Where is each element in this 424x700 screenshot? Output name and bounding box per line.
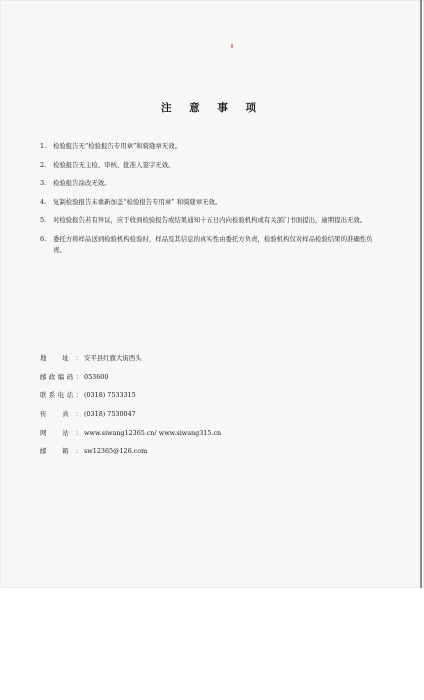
notice-list xyxy=(40,141,380,263)
contact-value: 053600 xyxy=(84,372,109,381)
contact-block xyxy=(40,353,360,465)
contact-website xyxy=(40,428,360,439)
notice-item xyxy=(40,160,380,171)
page-title: 注 意 事 项 xyxy=(161,102,263,114)
contact-email xyxy=(40,446,360,457)
contact-value: 安平县红旗大街西头 xyxy=(84,354,142,362)
notice-number: 2. xyxy=(40,160,47,169)
notice-item xyxy=(40,215,380,226)
notice-number: 4. xyxy=(40,197,47,206)
contact-label: 联系电话： xyxy=(40,391,82,400)
contact-label: 地 址： xyxy=(40,354,82,362)
contact-postcode xyxy=(40,372,360,383)
contact-label: 邮政编码： xyxy=(40,372,82,381)
contact-phone xyxy=(40,390,360,401)
notice-text: 复制检验报告未重新加盖“检验报告专用章” 和骑缝章无效。 xyxy=(53,197,222,206)
notice-item xyxy=(40,234,380,256)
notice-number: 3. xyxy=(40,179,47,187)
contact-address xyxy=(40,353,360,364)
notice-number: 6. xyxy=(40,234,47,243)
notice-item xyxy=(40,141,380,152)
notice-text: 检验报告无主检、审核、批准人签字无效。 xyxy=(53,160,175,169)
notice-item xyxy=(40,178,380,189)
notice-number: 1. xyxy=(40,142,47,150)
notice-text: 委托方将样品送到检验机构检验时，样品及其信息的真实性由委托方负责，检验机构仅对样品检验结果的准确性负责。 xyxy=(53,234,373,254)
notice-text: 检验报告涂改无效。 xyxy=(53,179,111,187)
contact-value: (0318) 7533315 xyxy=(84,391,136,400)
contact-label: 邮 箱： xyxy=(40,447,82,456)
contact-fax xyxy=(40,409,360,420)
notice-item xyxy=(40,197,380,208)
contact-value: www.siwang12365.cn/ www.siwang315.cn xyxy=(84,428,222,437)
contact-value: (0318) 7530047 xyxy=(84,410,136,419)
scan-edge xyxy=(420,0,422,588)
notice-number: 5. xyxy=(40,216,47,224)
contact-label: 网 站： xyxy=(40,428,82,437)
red-ink-speck xyxy=(231,44,233,48)
notice-text: 检验报告无“检验报告专用章”和骑缝章无效。 xyxy=(53,142,181,150)
notice-text: 对检验报告若有异议，应于收到检验报告或结果通知十五日内向检验机构或有关部门书面提出，逾期提出无效。 xyxy=(53,216,367,224)
contact-label: 传 真： xyxy=(40,410,82,419)
contact-value: sw12365@126.com xyxy=(84,447,148,456)
